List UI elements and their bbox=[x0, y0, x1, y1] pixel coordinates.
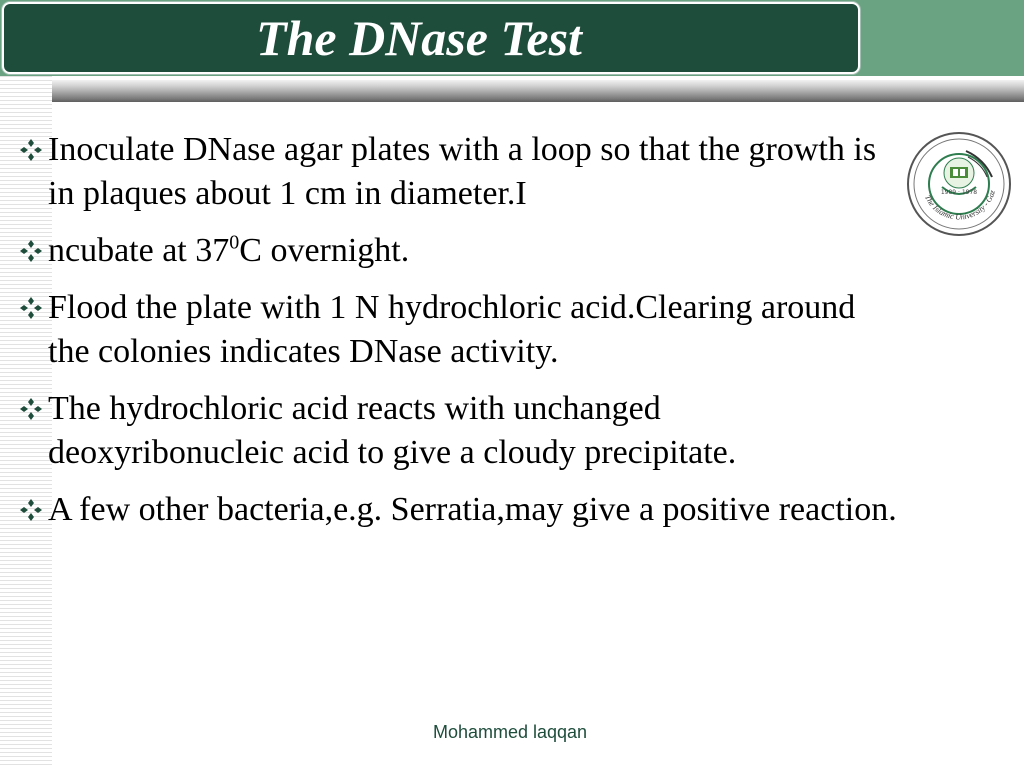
diamond-bullet-icon bbox=[14, 488, 48, 532]
bullet-text-part: C overnight. bbox=[239, 232, 410, 269]
bullet-item bbox=[14, 128, 904, 216]
bullet-text: Flood the plate with 1 N hydrochloric acid.Clearing around the colonies indicates DNase activity. bbox=[48, 289, 856, 370]
diamond-bullet-icon bbox=[14, 229, 48, 273]
bullet-item bbox=[14, 229, 904, 273]
bullet-item bbox=[14, 286, 904, 374]
slide-title: The DNase Test bbox=[256, 10, 582, 66]
header-divider bbox=[0, 80, 1024, 102]
bullet-item bbox=[14, 387, 904, 475]
svg-text:1989 · 1978: 1989 · 1978 bbox=[940, 189, 978, 196]
bullet-text bbox=[48, 229, 904, 273]
university-seal-icon bbox=[906, 131, 1012, 237]
bullet-text: Inoculate DNase agar plates with a loop so that the growth is in plaques about 1 cm in diameter.I bbox=[48, 131, 877, 212]
bullet-item bbox=[14, 488, 904, 532]
bullet-list bbox=[14, 128, 904, 545]
bullet-text: A few other bacteria,e.g. Serratia,may give a positive reaction. bbox=[48, 491, 897, 528]
bullet-text-part: ncubate at 37 bbox=[48, 232, 230, 269]
footer-author: Mohammed laqqan bbox=[432, 722, 588, 742]
diamond-bullet-icon bbox=[14, 387, 48, 431]
bullet-text: The hydrochloric acid reacts with unchanged deoxyribonucleic acid to give a cloudy precipitate. bbox=[48, 390, 737, 471]
seal-ring-text: The Islamic University - Gaz bbox=[922, 189, 997, 222]
diamond-bullet-icon bbox=[14, 128, 48, 172]
title-box bbox=[2, 2, 860, 74]
diamond-bullet-icon bbox=[14, 286, 48, 330]
superscript-degree: 0 bbox=[229, 231, 240, 254]
